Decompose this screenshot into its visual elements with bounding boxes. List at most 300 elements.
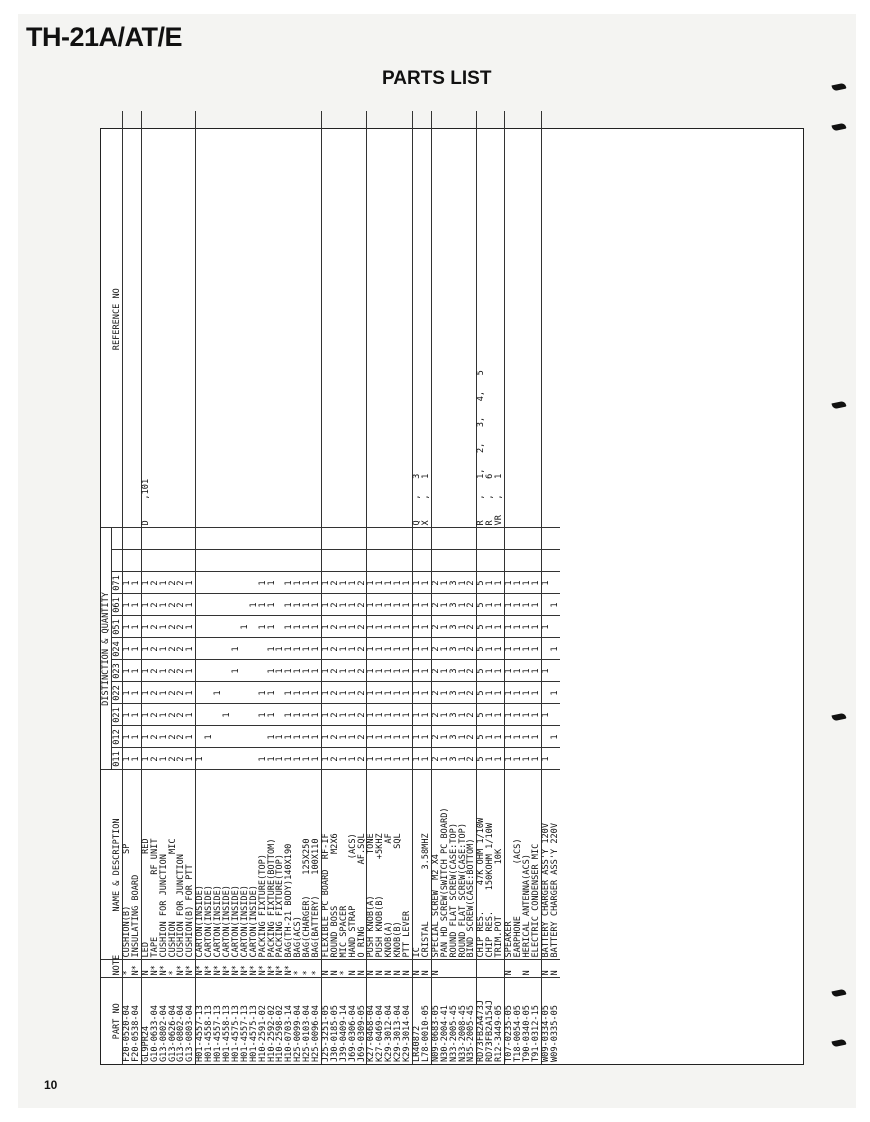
reference-cell bbox=[403, 111, 412, 528]
quantity-cell: 3 bbox=[450, 660, 459, 682]
part-number-cell: H01-4575-13 bbox=[230, 1005, 241, 1062]
quantity-cell: 1 bbox=[321, 748, 330, 770]
distinction-code: 051 bbox=[112, 616, 123, 638]
quantity-cell bbox=[196, 528, 205, 550]
quantity-cell: 2 bbox=[431, 660, 440, 682]
quantity-cell: 1 bbox=[422, 660, 431, 682]
quantity-cell bbox=[358, 550, 367, 572]
quantity-cell bbox=[151, 550, 160, 572]
quantity-cell bbox=[268, 550, 277, 572]
quantity-cell bbox=[403, 550, 412, 572]
part-number-cell: G13-0802-04 bbox=[176, 1005, 187, 1062]
quantity-cell: 1 bbox=[268, 660, 277, 682]
description-cell: INSULATING BOARD bbox=[132, 770, 141, 960]
quantity-cell: 1 bbox=[441, 726, 450, 748]
note-cell bbox=[467, 960, 476, 978]
quantity-cell bbox=[459, 550, 468, 572]
quantity-cell: 1 bbox=[495, 594, 504, 616]
quantity-cell bbox=[321, 550, 330, 572]
quantity-cell: 1 bbox=[340, 660, 349, 682]
part-number-cell: H01-4575-13 bbox=[248, 1005, 259, 1062]
quantity-cell: 3 bbox=[450, 638, 459, 660]
note-cell: N bbox=[394, 960, 403, 978]
quantity-cell: 1 bbox=[285, 594, 294, 616]
quantity-cell: 1 bbox=[532, 748, 541, 770]
quantity-cell: 1 bbox=[349, 660, 358, 682]
reference-cell bbox=[250, 111, 259, 528]
description-cell: HAND STRAP (ACS) bbox=[349, 770, 358, 960]
quantity-cell: 5 bbox=[477, 594, 486, 616]
quantity-cell: 1 bbox=[394, 726, 403, 748]
quantity-cell bbox=[132, 528, 141, 550]
quantity-cell: 1 bbox=[532, 682, 541, 704]
quantity-cell bbox=[541, 528, 550, 550]
quantity-cell: 1 bbox=[459, 572, 468, 594]
quantity-cell bbox=[214, 616, 223, 638]
quantity-cell: 1 bbox=[367, 616, 376, 638]
part-number-cell: K29-3014-04 bbox=[402, 1005, 413, 1062]
quantity-cell: 1 bbox=[413, 726, 422, 748]
quantity-cell: 1 bbox=[132, 638, 141, 660]
quantity-cell: 2 bbox=[467, 682, 476, 704]
note-cell: N bbox=[505, 960, 514, 978]
quantity-cell: 2 bbox=[431, 682, 440, 704]
quantity-cell bbox=[241, 528, 250, 550]
quantity-cell: 1 bbox=[505, 616, 514, 638]
quantity-cell bbox=[223, 682, 232, 704]
quantity-cell bbox=[331, 528, 340, 550]
quantity-cell: 1 bbox=[413, 616, 422, 638]
quantity-cell: 1 bbox=[303, 594, 312, 616]
quantity-cell: 1 bbox=[422, 594, 431, 616]
quantity-cell: 1 bbox=[132, 704, 141, 726]
description-cell: LED RED bbox=[141, 770, 150, 960]
quantity-cell: 1 bbox=[514, 726, 523, 748]
quantity-cell: 2 bbox=[331, 704, 340, 726]
quantity-cell: 1 bbox=[349, 704, 358, 726]
quantity-cell: 1 bbox=[160, 726, 169, 748]
quantity-cell: 5 bbox=[477, 704, 486, 726]
quantity-cell: 1 bbox=[541, 660, 550, 682]
quantity-cell bbox=[394, 528, 403, 550]
description-cell: CRISTAL 3.58MHZ bbox=[422, 770, 431, 960]
quantity-cell bbox=[259, 550, 268, 572]
quantity-cell: 1 bbox=[403, 748, 412, 770]
part-number-cell: J30-0185-05 bbox=[329, 1005, 340, 1062]
note-cell: N* bbox=[214, 960, 223, 978]
part-number-cell: K29-3012-04 bbox=[384, 1005, 395, 1062]
quantity-cell: 1 bbox=[186, 572, 195, 594]
note-cell: N* bbox=[160, 960, 169, 978]
quantity-cell: 1 bbox=[141, 638, 150, 660]
quantity-cell bbox=[340, 550, 349, 572]
quantity-cell bbox=[232, 594, 241, 616]
reference-cell bbox=[441, 111, 450, 528]
quantity-cell bbox=[551, 704, 560, 726]
description-cell: CUSHION FOR JUNCTION bbox=[177, 770, 186, 960]
quantity-cell bbox=[495, 550, 504, 572]
reference-cell bbox=[151, 111, 160, 528]
quantity-cell bbox=[294, 550, 303, 572]
quantity-cell: 1 bbox=[276, 748, 285, 770]
quantity-cell: 1 bbox=[160, 638, 169, 660]
quantity-cell bbox=[367, 550, 376, 572]
quantity-cell: 2 bbox=[177, 682, 186, 704]
description-cell: PACKING FIXTURE(TOP) bbox=[276, 770, 285, 960]
quantity-cell bbox=[241, 748, 250, 770]
quantity-cell bbox=[541, 550, 550, 572]
quantity-cell: 1 bbox=[205, 726, 214, 748]
quantity-cell: 1 bbox=[303, 638, 312, 660]
quantity-cell: 1 bbox=[495, 748, 504, 770]
part-number-cell: W09-0334-05 bbox=[541, 978, 550, 1064]
note-cell: N bbox=[422, 960, 431, 978]
quantity-cell: 2 bbox=[169, 748, 178, 770]
quantity-cell: 1 bbox=[367, 594, 376, 616]
quantity-cell: 1 bbox=[376, 594, 385, 616]
quantity-cell bbox=[250, 726, 259, 748]
description-cell: CUSHION MIC bbox=[169, 770, 178, 960]
quantity-cell: 1 bbox=[523, 660, 532, 682]
quantity-cell: 1 bbox=[422, 616, 431, 638]
quantity-cell: 1 bbox=[123, 660, 132, 682]
quantity-cell: 1 bbox=[123, 704, 132, 726]
quantity-cell: 1 bbox=[132, 682, 141, 704]
quantity-cell: 2 bbox=[467, 638, 476, 660]
reference-cell: Q , 3 bbox=[413, 111, 422, 528]
quantity-cell: 1 bbox=[340, 638, 349, 660]
page-number: 10 bbox=[44, 1078, 58, 1092]
page-title: PARTS LIST bbox=[382, 68, 492, 89]
quantity-cell: 2 bbox=[467, 748, 476, 770]
quantity-cell bbox=[312, 528, 321, 550]
quantity-cell: 1 bbox=[349, 594, 358, 616]
quantity-cell: 1 bbox=[340, 682, 349, 704]
quantity-cell: 1 bbox=[376, 638, 385, 660]
description-cell: CARTON(INSIDE) bbox=[250, 770, 259, 960]
distinction-code bbox=[112, 528, 123, 550]
quantity-cell: 2 bbox=[467, 726, 476, 748]
quantity-cell: 1 bbox=[312, 660, 321, 682]
quantity-cell: 1 bbox=[232, 660, 241, 682]
reference-cell bbox=[132, 111, 141, 528]
quantity-cell: 2 bbox=[151, 660, 160, 682]
quantity-cell: 2 bbox=[177, 594, 186, 616]
note-cell: N bbox=[541, 960, 550, 978]
reference-cell bbox=[321, 111, 330, 528]
col-part-no-top bbox=[101, 978, 112, 1064]
quantity-cell: 1 bbox=[422, 726, 431, 748]
quantity-cell bbox=[276, 528, 285, 550]
quantity-cell: 1 bbox=[241, 616, 250, 638]
table-row bbox=[422, 111, 431, 1064]
quantity-cell: 1 bbox=[294, 660, 303, 682]
quantity-cell: 1 bbox=[294, 638, 303, 660]
note-cell bbox=[532, 960, 541, 978]
quantity-cell bbox=[205, 660, 214, 682]
quantity-cell bbox=[523, 550, 532, 572]
quantity-cell: 1 bbox=[303, 572, 312, 594]
quantity-cell: 3 bbox=[450, 704, 459, 726]
quantity-cell: 1 bbox=[294, 572, 303, 594]
quantity-cell: 1 bbox=[514, 616, 523, 638]
quantity-cell bbox=[514, 528, 523, 550]
description-cell: PUSH KNOB(B) +5KHZ bbox=[376, 770, 385, 960]
quantity-cell: 1 bbox=[259, 572, 268, 594]
quantity-cell: 1 bbox=[541, 704, 550, 726]
parts-table bbox=[101, 111, 560, 1064]
quantity-cell bbox=[441, 528, 450, 550]
quantity-cell: 1 bbox=[459, 638, 468, 660]
quantity-cell bbox=[486, 528, 495, 550]
quantity-cell: 1 bbox=[294, 748, 303, 770]
description-cell: CUSHION(B) FOR PTT bbox=[186, 770, 195, 960]
description-cell: CUSHION FOR JUNCTION bbox=[160, 770, 169, 960]
quantity-cell: 2 bbox=[358, 660, 367, 682]
quantity-cell: 2 bbox=[151, 748, 160, 770]
quantity-cell: 5 bbox=[477, 616, 486, 638]
quantity-cell: 2 bbox=[151, 594, 160, 616]
note-cell: N* bbox=[259, 960, 268, 978]
quantity-cell: 1 bbox=[367, 726, 376, 748]
description-cell: KNOB(A) AF bbox=[385, 770, 394, 960]
quantity-cell: 2 bbox=[177, 616, 186, 638]
quantity-cell: 1 bbox=[160, 660, 169, 682]
reference-cell bbox=[241, 111, 250, 528]
quantity-cell: 1 bbox=[141, 682, 150, 704]
quantity-cell: 1 bbox=[441, 682, 450, 704]
quantity-cell: 1 bbox=[495, 704, 504, 726]
quantity-cell: 1 bbox=[123, 572, 132, 594]
reference-cell: R , 1, 2, 3, 4, 5 bbox=[477, 111, 486, 528]
note-cell bbox=[450, 960, 459, 978]
part-number-cell: GL9PR24 bbox=[141, 978, 150, 1064]
reference-cell bbox=[312, 111, 321, 528]
quantity-cell: 1 bbox=[285, 726, 294, 748]
quantity-cell bbox=[232, 528, 241, 550]
quantity-cell: 5 bbox=[477, 572, 486, 594]
quantity-cell: 1 bbox=[505, 572, 514, 594]
quantity-cell: 1 bbox=[394, 616, 403, 638]
reference-cell bbox=[276, 111, 285, 528]
quantity-cell: 1 bbox=[268, 682, 277, 704]
quantity-cell: 2 bbox=[177, 660, 186, 682]
part-number-cell: H01-4557-13 bbox=[239, 1005, 250, 1062]
quantity-cell: 1 bbox=[385, 726, 394, 748]
quantity-cell: 1 bbox=[268, 638, 277, 660]
part-number-cell: H01-4557-13 bbox=[196, 978, 205, 1064]
quantity-cell: 1 bbox=[349, 638, 358, 660]
quantity-cell: 1 bbox=[403, 682, 412, 704]
quantity-cell bbox=[186, 550, 195, 572]
reference-cell bbox=[514, 111, 523, 528]
quantity-cell: 1 bbox=[186, 660, 195, 682]
quantity-cell bbox=[532, 528, 541, 550]
quantity-cell bbox=[205, 594, 214, 616]
quantity-cell: 1 bbox=[312, 704, 321, 726]
quantity-cell: 2 bbox=[151, 682, 160, 704]
description-cell: CARTON(INSIDE) bbox=[205, 770, 214, 960]
quantity-cell: 1 bbox=[403, 660, 412, 682]
reference-cell bbox=[177, 111, 186, 528]
quantity-cell bbox=[205, 572, 214, 594]
quantity-cell bbox=[467, 528, 476, 550]
quantity-cell: 1 bbox=[268, 748, 277, 770]
quantity-cell: 1 bbox=[532, 616, 541, 638]
quantity-cell bbox=[123, 528, 132, 550]
quantity-cell: 1 bbox=[376, 572, 385, 594]
quantity-cell: 1 bbox=[385, 748, 394, 770]
reference-cell bbox=[376, 111, 385, 528]
quantity-cell: 2 bbox=[358, 572, 367, 594]
description-cell: BATTERY CHARGER ASS'Y 120V bbox=[541, 770, 550, 960]
quantity-cell: 1 bbox=[123, 594, 132, 616]
quantity-cell bbox=[268, 528, 277, 550]
quantity-cell: 1 bbox=[413, 660, 422, 682]
quantity-cell bbox=[486, 550, 495, 572]
description-cell: TAPE RF UNIT bbox=[151, 770, 160, 960]
reference-cell bbox=[459, 111, 468, 528]
quantity-cell: 1 bbox=[294, 726, 303, 748]
quantity-cell bbox=[232, 572, 241, 594]
quantity-cell: 2 bbox=[467, 660, 476, 682]
part-number-cell: H10-2592-02 bbox=[266, 1005, 277, 1062]
quantity-cell bbox=[241, 572, 250, 594]
quantity-cell bbox=[532, 550, 541, 572]
note-cell: N bbox=[385, 960, 394, 978]
quantity-cell bbox=[241, 638, 250, 660]
quantity-cell: 1 bbox=[486, 660, 495, 682]
quantity-cell bbox=[223, 726, 232, 748]
quantity-cell bbox=[151, 528, 160, 550]
quantity-cell: 1 bbox=[367, 660, 376, 682]
note-cell: N bbox=[413, 960, 422, 978]
quantity-cell bbox=[214, 660, 223, 682]
description-cell: CHIP RES. 47K OHM 1/10W bbox=[477, 770, 486, 960]
quantity-cell bbox=[196, 616, 205, 638]
col-note-top bbox=[101, 960, 112, 978]
part-number-cell: H25-0096-04 bbox=[311, 1005, 322, 1062]
part-number-cell: RD73FB2A154J bbox=[485, 999, 496, 1062]
note-cell: * bbox=[294, 960, 303, 978]
quantity-cell: 1 bbox=[321, 660, 330, 682]
part-number-cell: T07-0235-05 bbox=[505, 978, 514, 1064]
description-cell: TRIM.POT 10K bbox=[495, 770, 504, 960]
quantity-cell: 1 bbox=[441, 638, 450, 660]
note-cell: * bbox=[169, 960, 178, 978]
quantity-cell: 1 bbox=[321, 572, 330, 594]
quantity-cell: 1 bbox=[160, 616, 169, 638]
note-cell: N* bbox=[196, 960, 205, 978]
quantity-cell: 1 bbox=[303, 616, 312, 638]
quantity-cell: 2 bbox=[169, 704, 178, 726]
note-cell: N* bbox=[132, 960, 141, 978]
quantity-cell: 1 bbox=[532, 660, 541, 682]
quantity-cell: 1 bbox=[403, 726, 412, 748]
reference-cell bbox=[331, 111, 340, 528]
quantity-cell bbox=[467, 550, 476, 572]
quantity-cell: 1 bbox=[394, 682, 403, 704]
quantity-cell bbox=[303, 550, 312, 572]
quantity-cell: 1 bbox=[523, 704, 532, 726]
reference-cell bbox=[285, 111, 294, 528]
quantity-cell: 1 bbox=[259, 616, 268, 638]
note-cell: N bbox=[403, 960, 412, 978]
quantity-cell: 1 bbox=[276, 726, 285, 748]
quantity-cell bbox=[141, 550, 150, 572]
quantity-cell bbox=[214, 638, 223, 660]
quantity-cell bbox=[250, 528, 259, 550]
quantity-cell: 2 bbox=[169, 726, 178, 748]
quantity-cell: 1 bbox=[505, 748, 514, 770]
quantity-cell bbox=[551, 572, 560, 594]
quantity-cell: 1 bbox=[495, 616, 504, 638]
quantity-cell: 1 bbox=[312, 638, 321, 660]
quantity-cell bbox=[214, 572, 223, 594]
quantity-cell bbox=[223, 594, 232, 616]
quantity-cell: 1 bbox=[505, 704, 514, 726]
quantity-cell bbox=[450, 550, 459, 572]
quantity-cell bbox=[196, 550, 205, 572]
part-number-cell: H01-4558-13 bbox=[204, 1005, 215, 1062]
quantity-cell: 1 bbox=[285, 638, 294, 660]
quantity-cell: 2 bbox=[169, 638, 178, 660]
quantity-cell bbox=[232, 682, 241, 704]
description-cell: PACKING FIXTURE(BOTTOM) bbox=[268, 770, 277, 960]
quantity-cell: 1 bbox=[186, 638, 195, 660]
quantity-cell: 1 bbox=[303, 682, 312, 704]
part-number-cell: G13-0803-04 bbox=[185, 1005, 196, 1062]
quantity-cell: 1 bbox=[441, 748, 450, 770]
quantity-cell: 1 bbox=[340, 704, 349, 726]
part-number-cell: T91-0312-15 bbox=[530, 1005, 541, 1062]
quantity-cell: 1 bbox=[321, 638, 330, 660]
quantity-cell: 1 bbox=[385, 660, 394, 682]
note-cell bbox=[477, 960, 486, 978]
quantity-cell: 1 bbox=[132, 726, 141, 748]
description-cell: BAG(CHARGER) 125X250 bbox=[303, 770, 312, 960]
description-cell: EARPHONE (ACS) bbox=[514, 770, 523, 960]
part-number-cell: H10-2598-02 bbox=[275, 1005, 286, 1062]
quantity-cell: 1 bbox=[285, 682, 294, 704]
quantity-cell bbox=[376, 528, 385, 550]
quantity-cell: 1 bbox=[422, 572, 431, 594]
reference-cell bbox=[385, 111, 394, 528]
note-cell bbox=[486, 960, 495, 978]
quantity-cell: 1 bbox=[376, 616, 385, 638]
quantity-cell: 2 bbox=[431, 594, 440, 616]
quantity-cell: 1 bbox=[349, 572, 358, 594]
quantity-cell: 1 bbox=[367, 704, 376, 726]
part-number-cell: N33-2008-45 bbox=[457, 1005, 468, 1062]
reference-cell: D ,101 bbox=[141, 111, 150, 528]
quantity-cell: 1 bbox=[394, 572, 403, 594]
quantity-cell bbox=[223, 572, 232, 594]
quantity-cell: 1 bbox=[132, 616, 141, 638]
quantity-cell: 1 bbox=[495, 682, 504, 704]
note-cell: N bbox=[376, 960, 385, 978]
quantity-cell bbox=[232, 726, 241, 748]
quantity-cell: 1 bbox=[303, 660, 312, 682]
quantity-cell bbox=[177, 528, 186, 550]
quantity-cell: 1 bbox=[367, 572, 376, 594]
part-number-cell: J39-0409-14 bbox=[338, 1005, 349, 1062]
quantity-cell bbox=[276, 550, 285, 572]
quantity-cell: 1 bbox=[422, 682, 431, 704]
quantity-cell: 3 bbox=[450, 726, 459, 748]
quantity-cell bbox=[340, 528, 349, 550]
quantity-cell: 1 bbox=[459, 616, 468, 638]
